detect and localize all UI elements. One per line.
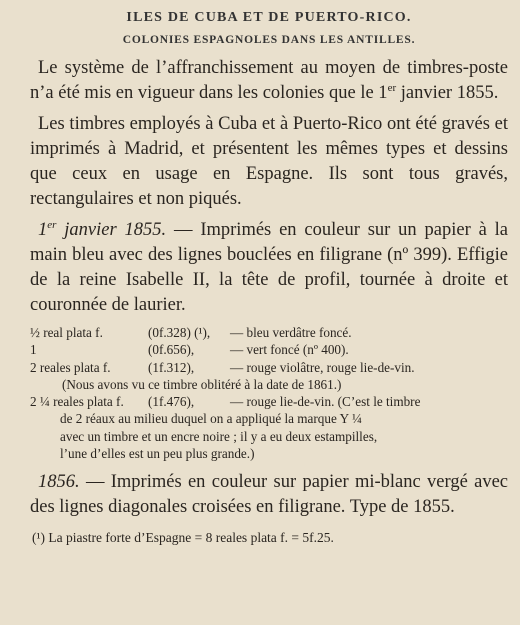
stamp-price: (1f.476), [148,394,195,410]
footnote: (¹) La piastre forte d’Espagne = 8 reales plata f. = 5f.25. [32,530,334,546]
stamp-desc: — rouge violâtre, rouge lie-de-vin. [230,359,415,375]
issue-1856-text: — Imprimés en couleur sur papier mi-blanc vergé avec des lignes diagonales croisées en filigrane. Type de 1855. [30,472,508,518]
stamp-price: (1f.312), [148,359,195,375]
stamp-desc: — vert foncé (nº 400). [230,342,349,358]
stamp-row [30,324,508,341]
stamp-desc-continuation: de 2 réaux au milieu duquel on a appliqué la marque Y ¼ [60,411,362,427]
stamp-price: (0f.328) (¹), [148,325,211,340]
issue-1856-date: 1856. [38,472,80,493]
issue-1855-paragraph [30,218,508,318]
issue-1855-date-rest: janvier 1855. [56,220,167,240]
page-title: ILES DE CUBA ET DE PUERTO-RICO. [126,10,412,25]
intro-p1-date: janvier 1855. [396,83,499,103]
issue-1855-date [38,220,166,240]
stamp-row [30,393,508,410]
intro-p1-text: Le système de l’affranchissement au moyen de timbres-poste n’a été mis en vigueur dans les colonies que le 1 [30,58,508,103]
stamp-note: (Nous avons vu ce timbre oblitéré à la date de 1861.) [62,376,342,392]
intro-p1-sup: er [387,81,397,94]
stamp-desc: — bleu verdâtre foncé. [230,325,352,340]
stamp-value: 2 ¼ reales plata f. [30,394,124,410]
stamp-value: ½ real plata f. [30,325,103,340]
stamp-row [30,341,508,358]
stamp-list [30,324,508,462]
stamp-desc-continuation: l’une d’elles est un peu plus grande.) [60,446,255,462]
intro-paragraph-1 [30,56,508,106]
page-subtitle: COLONIES ESPAGNOLES DANS LES ANTILLES. [122,34,416,46]
intro-paragraph-2: Les timbres employés à Cuba et à Puerto-Rico ont été gravés et imprimés à Madrid, et présentent les mêmes types et dessins que ceux en usage en Espagne. Ils sont tous gravés, rectangulaires et non piqués. [30,114,508,209]
stamp-value: 2 reales plata f. [30,359,111,375]
stamp-desc-continuation: avec un timbre et un encre noire ; il y a eu deux estampilles, [60,428,378,444]
stamp-row [30,359,508,376]
stamp-value: 1 [30,342,37,358]
issue-1855-text: — Imprimés en couleur sur un papier à la main bleu avec des lignes bouclées en filigrane (nº 399). Effigie de la reine Isabelle II, la tête de profil, tournée à droite et couronnée de laurier. [30,220,509,315]
issue-1856-paragraph [30,470,508,520]
issue-1855-date-sup: er [47,218,57,231]
stamp-price: (0f.656), [148,342,195,358]
issue-1855-date-day: 1 [38,220,48,240]
stamp-desc: — rouge lie-de-vin. (C’est le timbre [230,394,421,410]
